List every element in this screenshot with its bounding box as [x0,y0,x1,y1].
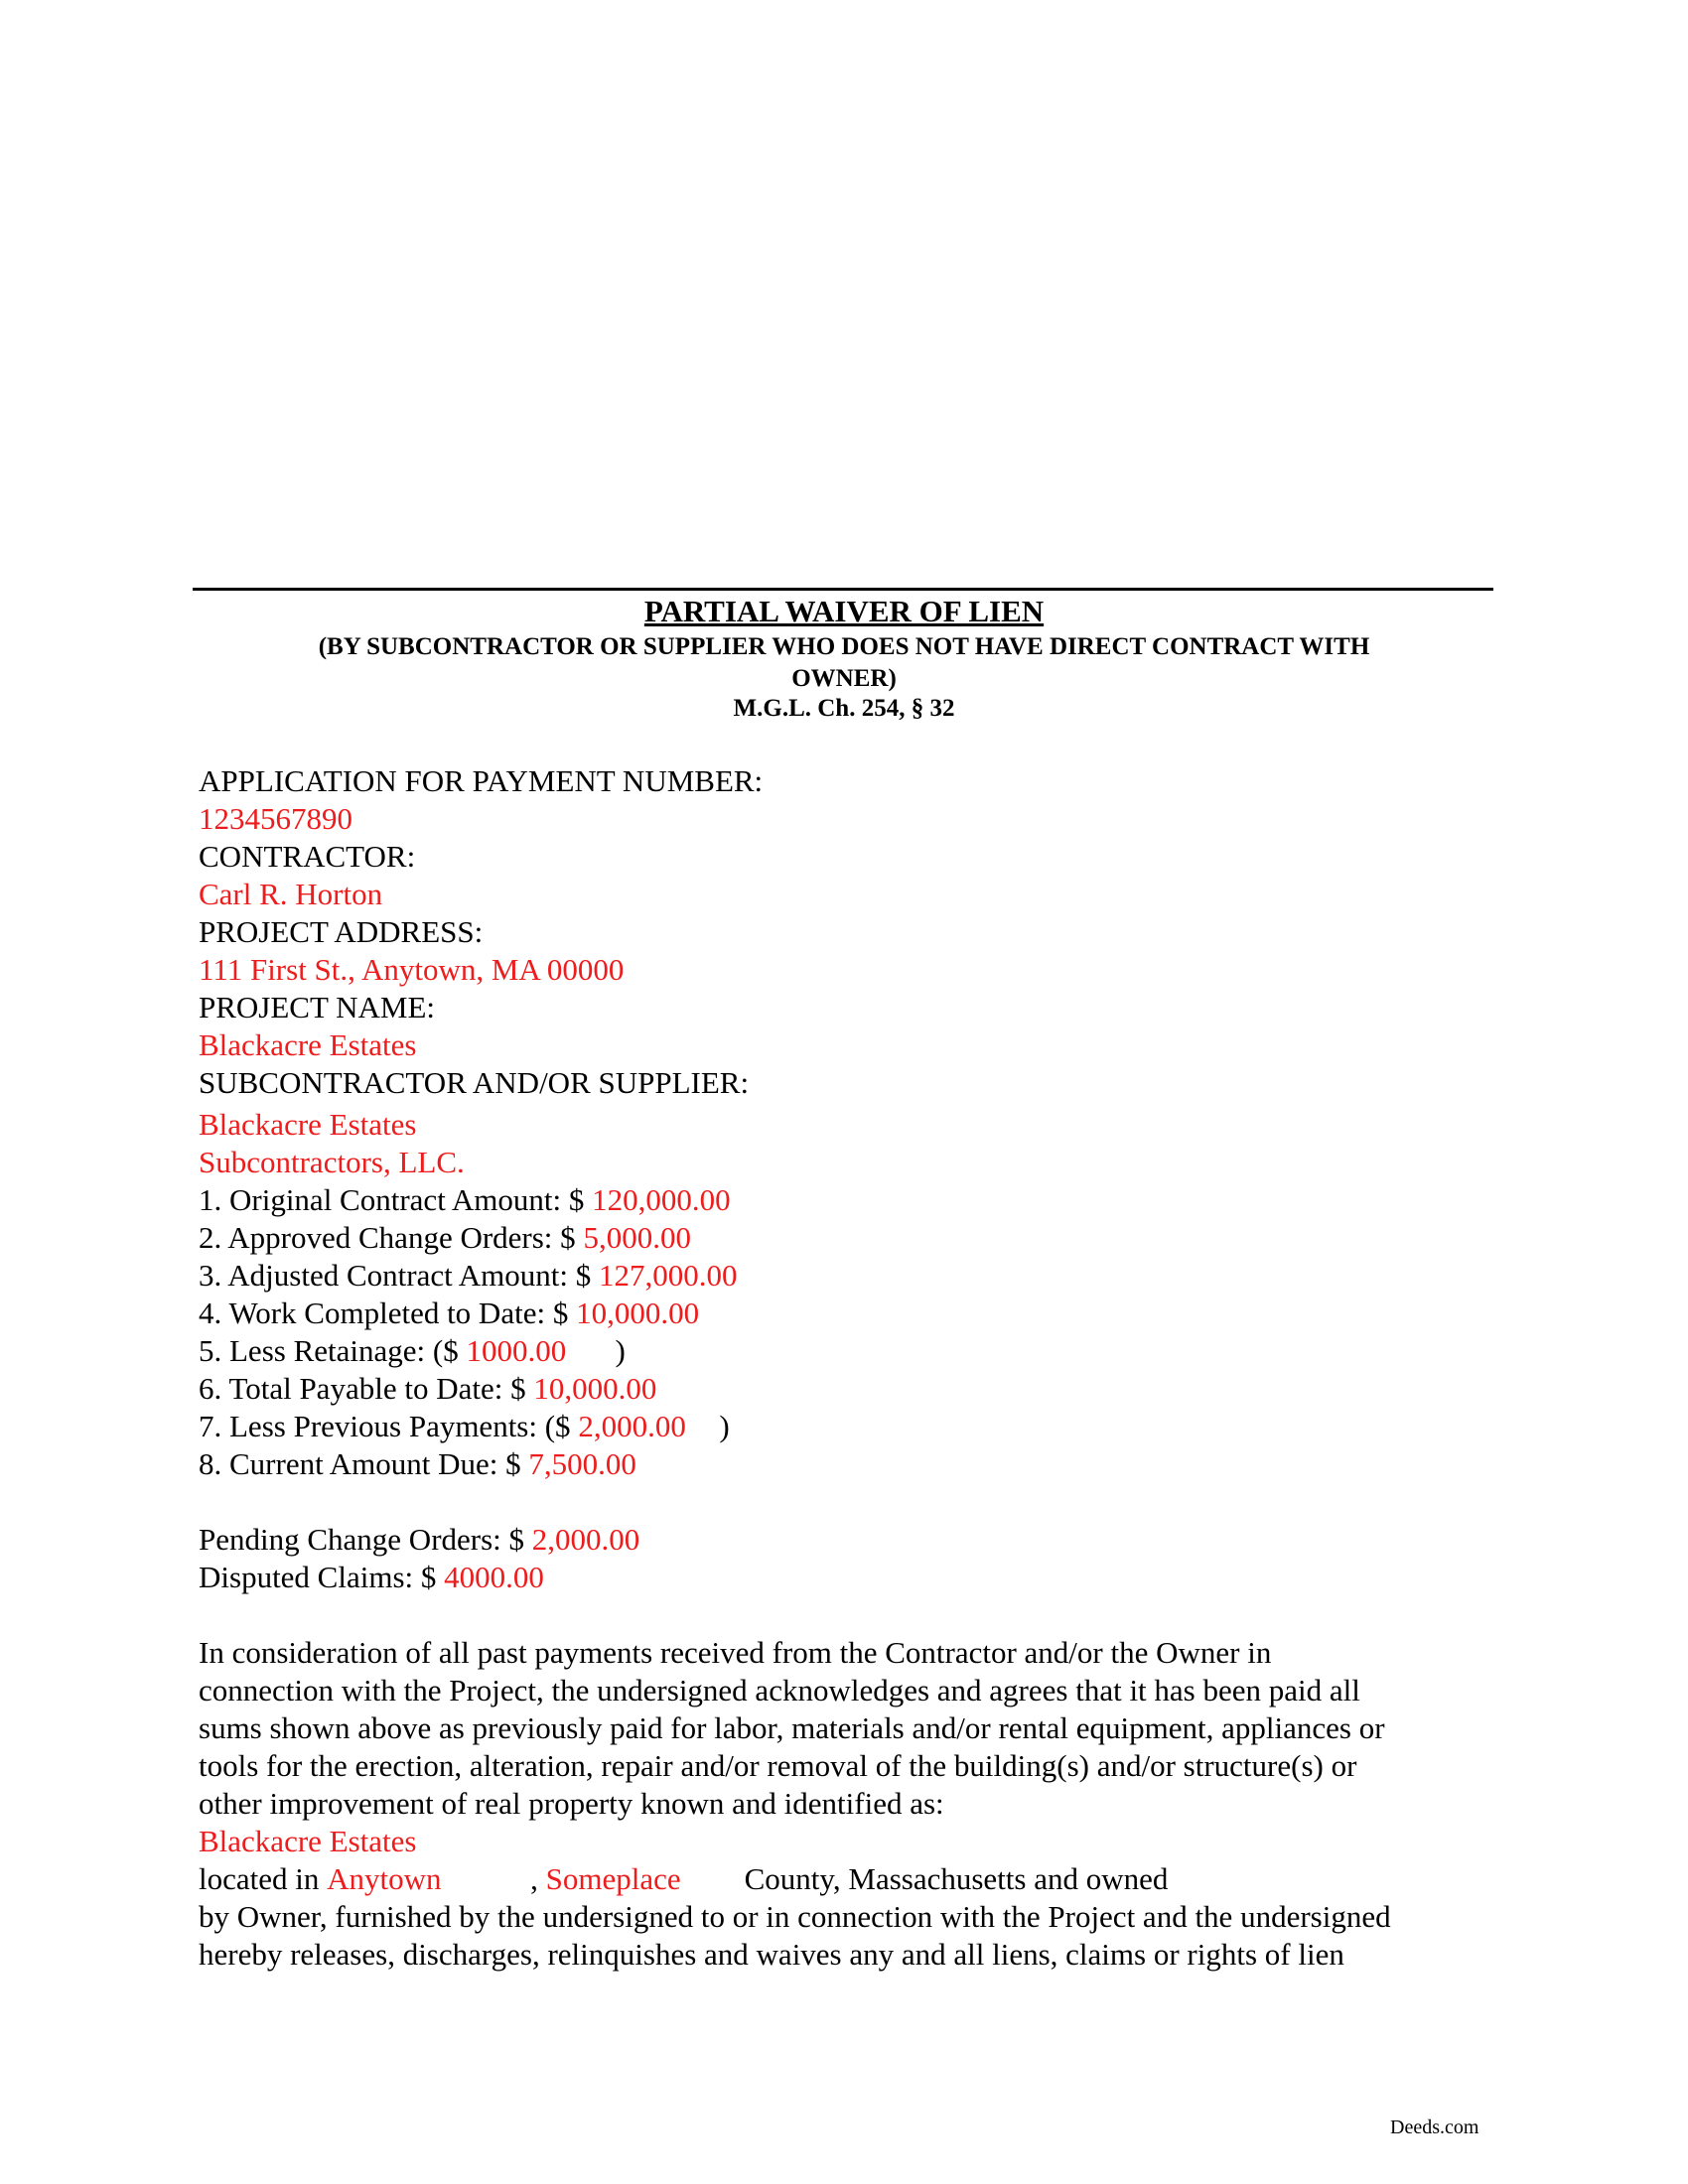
contractor-label: CONTRACTOR: [199,839,416,874]
paragraph-line: tools for the erection, alteration, repair and/or removal of the building(s) and/or structure(s) or [199,1748,1357,1783]
document-title: PARTIAL WAIVER OF LIEN [643,594,1045,628]
paragraph-line: In consideration of all past payments received from the Contractor and/or the Owner in [199,1635,1272,1670]
spacer [199,1596,1499,1634]
subcontractor-value-line-1: Blackacre Estates [199,1107,417,1142]
disputed-label: Disputed Claims: $ [199,1560,445,1594]
app-number-value: 1234567890 [199,801,352,836]
amount-line [199,1181,1499,1219]
spacer [199,1483,1499,1521]
amount-line [199,1295,1499,1332]
amount-close: ) [719,1409,730,1443]
amount-label: 2. Approved Change Orders: $ [199,1220,584,1255]
top-rule [193,588,1493,591]
footer-brand: Deeds.com [1390,2116,1479,2138]
pending-value: 2,000.00 [531,1522,640,1557]
county-suffix: County, Massachusetts and owned [744,1861,1169,1896]
project-address-value: 111 First St., Anytown, MA 00000 [199,952,625,987]
paragraph-line: sums shown above as previously paid for labor, materials and/or rental equipment, appliances or [199,1710,1385,1745]
subtitle-line-2: OWNER) [791,665,897,692]
subtitle-line-1: (BY SUBCONTRACTOR OR SUPPLIER WHO DOES NOT HAVE DIRECT CONTRACT WITH [318,633,1370,660]
amount-value: 2,000.00 [578,1409,686,1443]
subcontractor-value-line-2: Subcontractors, LLC. [199,1145,465,1179]
disputed-value: 4000.00 [444,1560,544,1594]
project-name-label: PROJECT NAME: [199,990,435,1024]
amount-label: 7. Less Previous Payments: ($ [199,1409,579,1443]
paragraph-line: hereby releases, discharges, relinquishes and waives any and all liens, claims or rights of lien [199,1937,1344,1972]
document-subtitle [0,631,1688,695]
amount-label: 8. Current Amount Due: $ [199,1446,529,1481]
amount-label: 1. Original Contract Amount: $ [199,1182,593,1217]
pending-label: Pending Change Orders: $ [199,1522,532,1557]
paragraph-line: by Owner, furnished by the undersigned to or in connection with the Project and the undersigned [199,1899,1391,1934]
disputed-claims [199,1559,1499,1596]
project-name-value: Blackacre Estates [199,1027,417,1062]
county-value: Someplace [545,1861,681,1896]
app-number-label: APPLICATION FOR PAYMENT NUMBER: [199,763,764,798]
document-body [199,762,1499,1974]
property-name: Blackacre Estates [199,1824,417,1858]
located-in-text: located in [199,1861,328,1896]
pending-change-orders [199,1521,1499,1559]
amount-line [199,1332,1499,1370]
amount-value: 5,000.00 [583,1220,691,1255]
project-address-label: PROJECT ADDRESS: [199,914,484,949]
subcontractor-label: SUBCONTRACTOR AND/OR SUPPLIER: [199,1065,750,1100]
amount-label: 5. Less Retainage: ($ [199,1333,467,1368]
amount-line [199,1408,1499,1445]
amount-value: 7,500.00 [528,1446,636,1481]
amount-value: 10,000.00 [576,1296,700,1330]
amount-label: 6. Total Payable to Date: $ [199,1371,534,1406]
paragraph-line: connection with the Project, the undersigned acknowledges and agrees that it has been paid all [199,1673,1360,1707]
amount-line [199,1219,1499,1257]
statute-reference: M.G.L. Ch. 254, § 32 [733,695,955,722]
amount-value: 127,000.00 [599,1258,738,1293]
amount-line [199,1445,1499,1483]
location-line [199,1860,1499,1898]
amount-label: 3. Adjusted Contract Amount: $ [199,1258,599,1293]
amount-line [199,1257,1499,1295]
amount-value: 10,000.00 [533,1371,657,1406]
town-value: Anytown [327,1861,442,1896]
paragraph-line: other improvement of real property known and identified as: [199,1786,944,1821]
amount-label: 4. Work Completed to Date: $ [199,1296,577,1330]
amount-value: 1000.00 [466,1333,567,1368]
contractor-value: Carl R. Horton [199,877,383,911]
amount-value: 120,000.00 [592,1182,731,1217]
amount-line [199,1370,1499,1408]
amount-close: ) [615,1333,626,1368]
comma-text: , [530,1861,546,1896]
